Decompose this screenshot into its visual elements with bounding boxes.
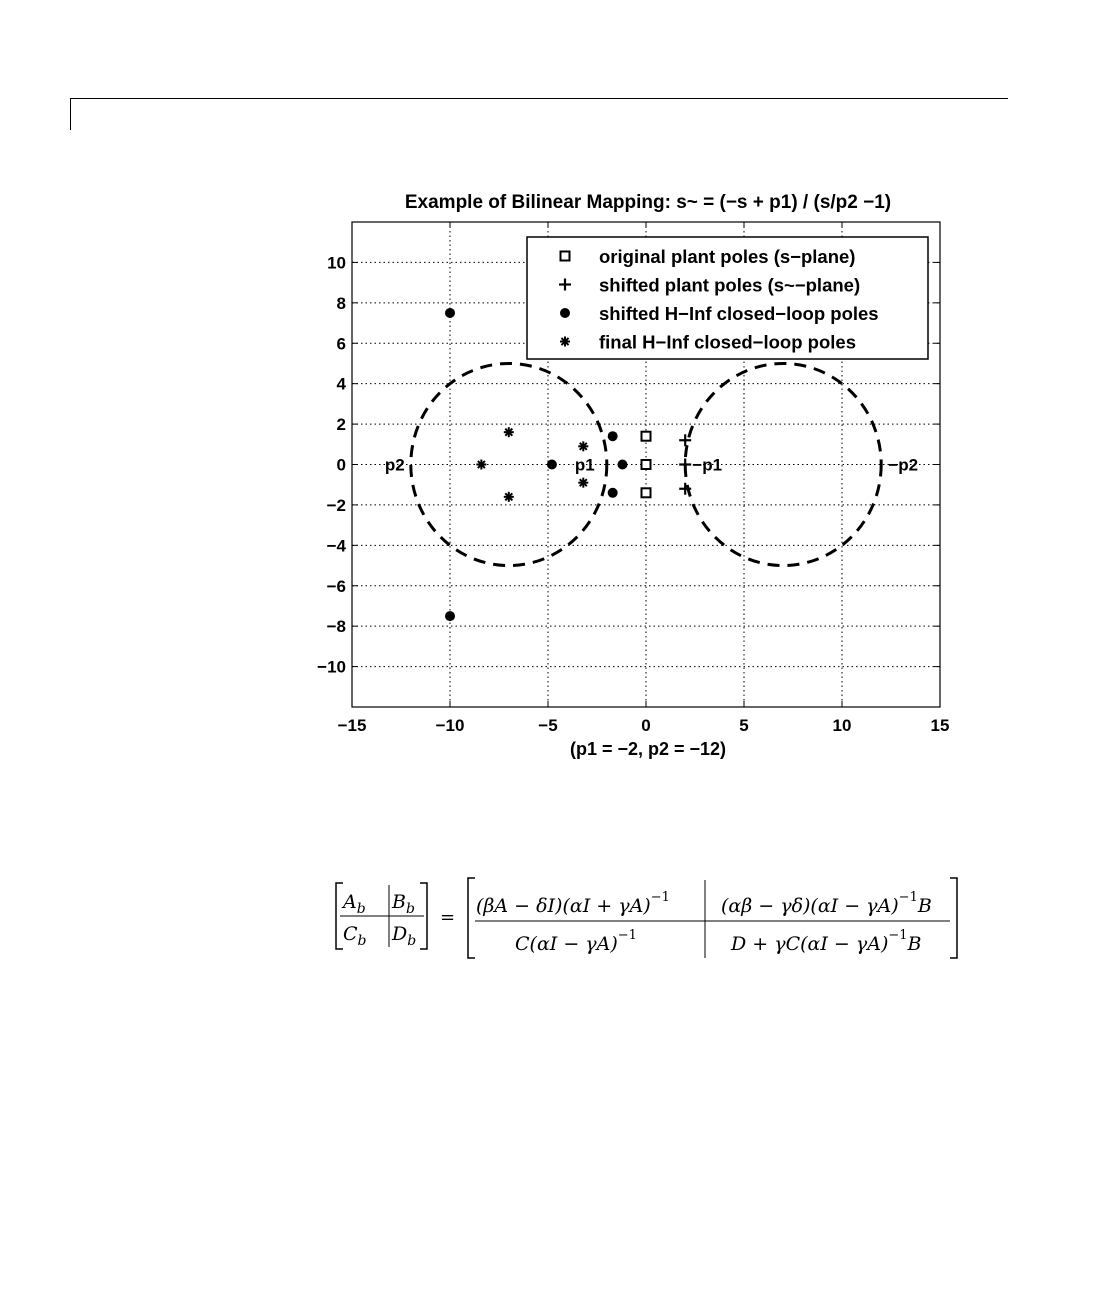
x-tick-label: −15 [337, 716, 367, 735]
legend-entry-2: shifted plant poles (s~−plane) [599, 274, 861, 296]
lhs-c: $C_b$ [343, 923, 367, 949]
rhs-bottom-right: $D + \gamma C(\alpha I - \gamma A)^{-1}B$ [731, 928, 922, 955]
x-tick-label: 10 [832, 716, 852, 735]
point-annotation: −p1 [692, 455, 723, 475]
lhs-matrix [336, 883, 427, 949]
y-tick-label: −6 [326, 576, 346, 596]
y-tick-label: 10 [327, 253, 346, 273]
y-tick-label: −2 [326, 495, 346, 515]
y-tick-label: −8 [326, 617, 346, 637]
y-tick-label: −4 [326, 536, 346, 556]
lhs-b: $B_b$ [392, 891, 415, 917]
x-tick-label: 0 [641, 716, 651, 735]
point-annotation: p1 [574, 455, 595, 475]
y-tick-label: 2 [336, 415, 346, 435]
rhs-top-right: $(\alpha\beta - \gamma\delta)(\alpha I - \gamma A)^{-1}B$ [721, 890, 932, 917]
equals-sign: = [440, 907, 456, 928]
rhs-bottom-left: $C(\alpha I - \gamma A)^{-1}$ [515, 928, 637, 955]
x-axis-label: (p1 = −2, p2 = −12) [569, 739, 727, 759]
point-annotation: p2 [384, 455, 405, 475]
lhs-a: $A_b$ [343, 891, 366, 917]
x-tick-label: 15 [930, 716, 950, 735]
rhs-top-left: $(\beta A - \delta I)(\alpha I + \gamma A)^{-1}$ [476, 890, 670, 917]
x-tick-label: 5 [739, 716, 749, 735]
chart-title: Example of Bilinear Mapping: s~ = (−s + p1) / (s/p2 −1) [404, 192, 892, 213]
lhs-d: $D_b$ [392, 923, 417, 949]
y-tick-label: −10 [317, 657, 346, 677]
legend-entry-1: original plant poles (s−plane) [599, 246, 856, 267]
rhs-matrix [468, 878, 957, 958]
y-tick-label: 8 [336, 293, 346, 313]
y-tick-label: 4 [336, 374, 346, 394]
legend-entry-3: shifted H−Inf closed−loop poles [599, 303, 879, 324]
y-tick-label: 0 [336, 455, 346, 475]
point-annotation: −p2 [888, 455, 919, 475]
x-tick-label: −5 [538, 716, 558, 735]
y-tick-label: 6 [336, 334, 346, 354]
x-tick-label: −10 [435, 716, 465, 735]
legend-entry-4: final H−Inf closed−loop poles [599, 331, 856, 353]
